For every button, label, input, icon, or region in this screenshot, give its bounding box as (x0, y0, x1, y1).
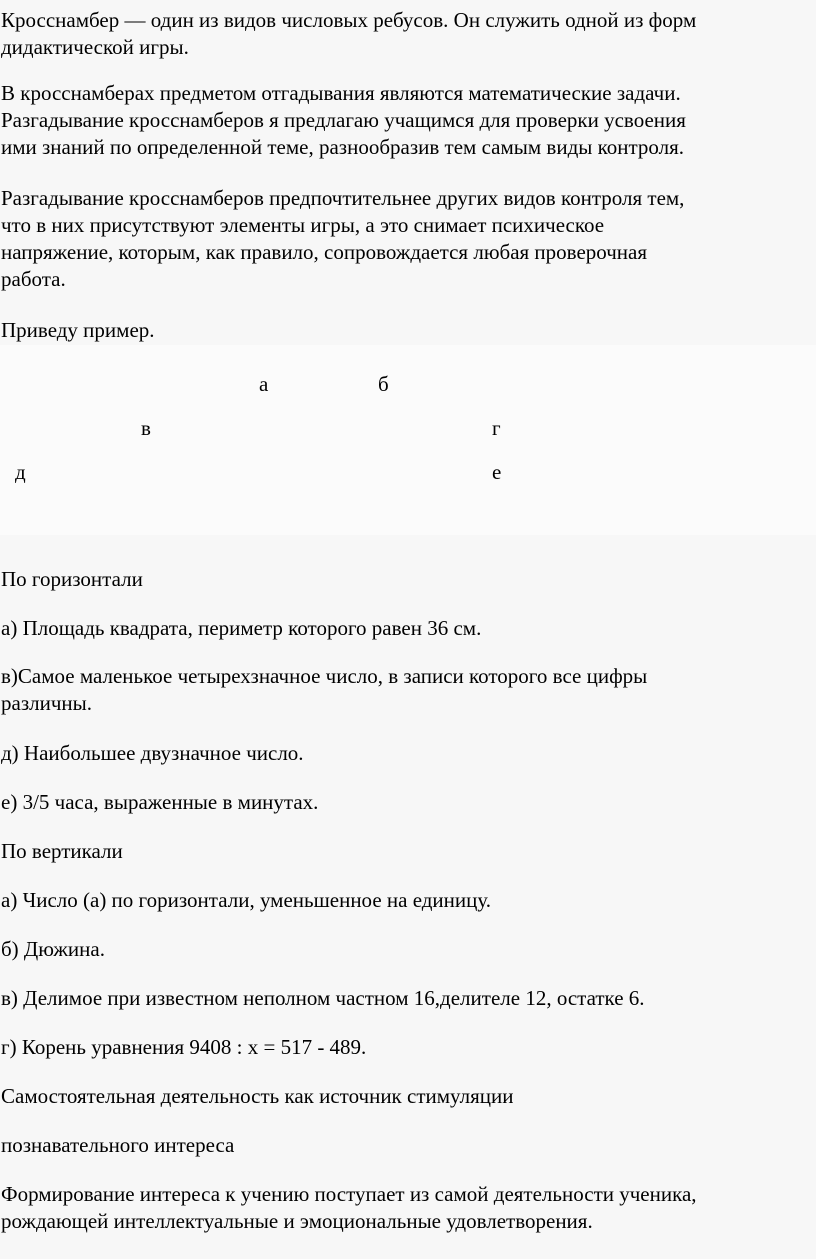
section-title-line-2: познавательного интереса (1, 1133, 235, 1157)
text-line: дидактической игры. (1, 35, 189, 59)
text-line: различны. (1, 691, 92, 715)
clue-horizontal-e: е) 3/5 часа, выраженные в минутах. (1, 790, 319, 814)
text-line: напряжение, которым, как правило, сопровождается любая проверочная (1, 240, 648, 264)
text-line: В кросснамберах предметом отгадывания являются математические задачи. (1, 81, 681, 105)
intro-paragraph-1 (1, 7, 816, 61)
horizontal-heading: По горизонтали (1, 567, 143, 591)
clue-horizontal-a: а) Площадь квадрата, периметр которого равен 36 см. (1, 616, 482, 640)
text-line: работа. (1, 267, 66, 291)
text-line: ими знаний по определенной теме, разнообразив тем самым виды контроля. (1, 135, 685, 159)
grid-letter-v: в (141, 416, 151, 440)
vertical-heading: По вертикали (1, 839, 123, 863)
clue-horizontal-d: д) Наибольшее двузначное число. (1, 741, 304, 765)
clue-vertical-v: в) Делимое при известном неполном частном 16,делителе 12, остатке 6. (1, 986, 645, 1010)
grid-letter-d: д (15, 460, 26, 484)
text-line: Кросснамбер — один из видов числовых ребусов. Он служить одной из форм (1, 8, 697, 32)
section-title-line-1: Самостоятельная деятельность как источник стимуляции (1, 1084, 514, 1108)
clue-vertical-b: б) Дюжина. (1, 937, 105, 961)
grid-letter-a: а (259, 372, 269, 396)
clue-horizontal-v (1, 663, 816, 717)
text-line: что в них присутствуют элементы игры, а это снимает психическое (1, 213, 605, 237)
grid-letter-g: г (492, 416, 501, 440)
intro-paragraph-4: Приведу пример. (1, 318, 155, 342)
clue-vertical-a: а) Число (а) по горизонтали, уменьшенное на единицу. (1, 888, 492, 912)
text-line: Разгадывание кросснамберов я предлагаю учащимся для проверки усвоения (1, 108, 686, 132)
text-line: рождающей интеллектуальные и эмоциональные удовлетворения. (1, 1209, 593, 1233)
intro-paragraph-2 (1, 80, 816, 161)
text-line: Формирование интереса к учению поступает из самой деятельности ученика, (1, 1182, 697, 1206)
intro-paragraph-3 (1, 185, 816, 293)
text-line: Разгадывание кросснамберов предпочтительнее других видов контроля тем, (1, 186, 685, 210)
grid-letter-b: б (378, 372, 389, 396)
text-line: в)Самое маленькое четырехзначное число, в записи которого все цифры (1, 664, 648, 688)
grid-letter-e: е (492, 460, 502, 484)
section-paragraph (1, 1181, 816, 1235)
clue-vertical-g: г) Корень уравнения 9408 : х = 517 - 489. (1, 1035, 367, 1059)
crossnumber-grid-area (0, 345, 816, 535)
